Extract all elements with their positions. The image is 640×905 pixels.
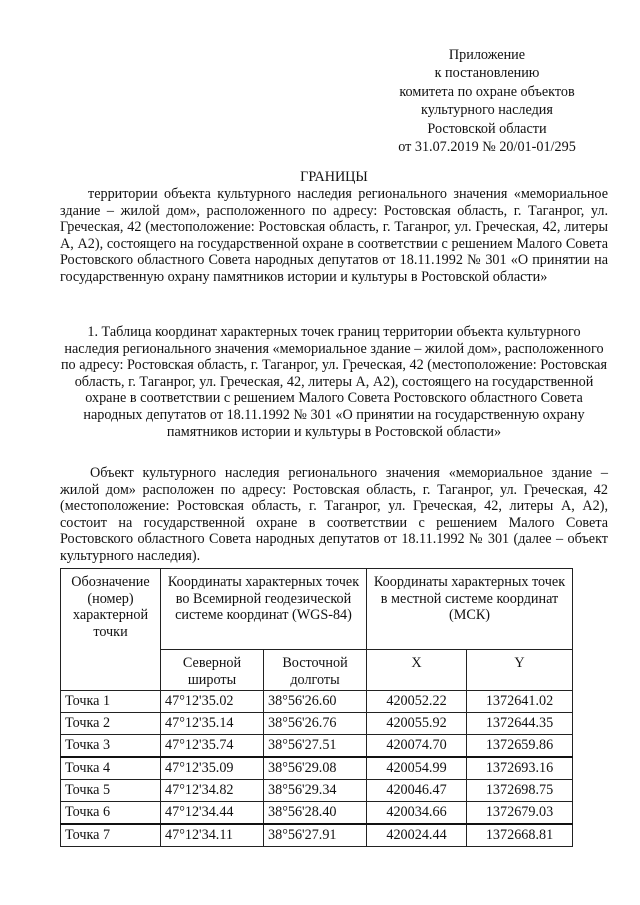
point-x: 420046.47: [367, 780, 467, 802]
point-y: 1372668.81: [467, 824, 573, 847]
table-row: [61, 757, 573, 780]
header-lat: Северной широты: [161, 650, 264, 691]
point-name: Точка 7: [61, 824, 161, 847]
point-lat: 47°12'34.44: [161, 802, 264, 825]
point-y: 1372659.86: [467, 735, 573, 758]
appendix-line: к постановлению: [434, 65, 540, 82]
object-paragraph: Объект культурного наследия регионального значения «мемориальное здание – жилой дом» расположен по адресу: Ростовская область, г. Таганрог, ул. Греческая, 42 (местоположение: Ростовская область, г. Таганрог, ул. Греческая, 42, литеры А, А2), состоит на государственной охране в соответствии с решением Малого Совета Ростовского областного Совета народных депутатов от 18.11.1992 № 301 (далее – объект культурного наследия).: [60, 465, 608, 564]
point-y: 1372641.02: [467, 691, 573, 713]
point-y: 1372679.03: [467, 802, 573, 825]
table-row: [61, 824, 573, 847]
table-title: 1. Таблица координат характерных точек границ территории объекта культурного наследия регионального значения «мемориальное здание – жилой дом», расположенного по адресу: Ростовская область, г. Таганрог, ул. Греческая, 42 (местоположение: Ростовская область, г. Таганрог, ул. Греческая, 42, литеры А, А2), состоящего на государственной охране в соответствии с решением Малого Совета Ростовского областного Совета народных депутатов от 18.11.1992 № 301 «О принятии на государственную охрану памятников истории и культуры в Ростовской области»: [60, 324, 608, 440]
appendix-line: культурного наследия: [421, 102, 553, 119]
table-row: [61, 802, 573, 825]
table-row: [61, 735, 573, 758]
point-lon: 38°56'27.51: [264, 735, 367, 758]
point-x: 420034.66: [367, 802, 467, 825]
point-lat: 47°12'34.11: [161, 824, 264, 847]
point-y: 1372644.35: [467, 713, 573, 735]
header-y: Y: [467, 650, 573, 691]
table-row: [61, 691, 573, 713]
table-row: [61, 780, 573, 802]
point-lat: 47°12'35.74: [161, 735, 264, 758]
table-row: [61, 713, 573, 735]
appendix-line: Приложение: [448, 47, 526, 63]
point-lat: 47°12'35.09: [161, 757, 264, 780]
point-lon: 38°56'29.34: [264, 780, 367, 802]
point-lon: 38°56'26.76: [264, 713, 367, 735]
header-x: X: [367, 650, 467, 691]
point-x: 420054.99: [367, 757, 467, 780]
point-name: Точка 1: [61, 691, 161, 713]
point-lon: 38°56'26.60: [264, 691, 367, 713]
coordinates-table: [60, 568, 573, 847]
header-lon: Восточной долготы: [264, 650, 367, 691]
appendix-line: комитета по охране объектов: [399, 83, 575, 100]
point-lat: 47°12'34.82: [161, 780, 264, 802]
point-x: 420055.92: [367, 713, 467, 735]
point-lon: 38°56'27.91: [264, 824, 367, 847]
point-x: 420052.22: [367, 691, 467, 713]
point-x: 420074.70: [367, 735, 467, 758]
appendix-line: Ростовской области: [427, 120, 547, 137]
intro-paragraph: территории объекта культурного наследия регионального значения «мемориальное здание – жилой дом», расположенного по адресу: Ростовская область, г. Таганрог, ул. Греческая, 42 (местоположение: Ростовская область, г. Таганрог, ул. Греческая, 42, литеры А, А2), состоящего на государственной охране в соответствии с решением Малого Совета Ростовского областного Совета народных депутатов от 18.11.1992 № 301 «О принятии на государственную охрану памятников истории и культуры в Ростовской области»: [60, 186, 608, 285]
point-name: Точка 5: [61, 780, 161, 802]
point-lat: 47°12'35.02: [161, 691, 264, 713]
point-y: 1372698.75: [467, 780, 573, 802]
point-lon: 38°56'28.40: [264, 802, 367, 825]
header-msk: Координаты характерных точек в местной системе координат (МСК): [367, 569, 573, 650]
point-lon: 38°56'29.08: [264, 757, 367, 780]
appendix-line: от 31.07.2019 № 20/01-01/295: [398, 139, 576, 156]
document-title: ГРАНИЦЫ: [300, 169, 368, 185]
point-y: 1372693.16: [467, 757, 573, 780]
point-name: Точка 2: [61, 713, 161, 735]
point-name: Точка 3: [61, 735, 161, 758]
point-name: Точка 4: [61, 757, 161, 780]
appendix-block: [370, 46, 604, 156]
header-point: Обозначение (номер) характерной точки: [61, 569, 161, 691]
header-wgs: Координаты характерных точек во Всемирной геодезической системе координат (WGS-84): [161, 569, 367, 650]
point-name: Точка 6: [61, 802, 161, 825]
point-x: 420024.44: [367, 824, 467, 847]
point-lat: 47°12'35.14: [161, 713, 264, 735]
